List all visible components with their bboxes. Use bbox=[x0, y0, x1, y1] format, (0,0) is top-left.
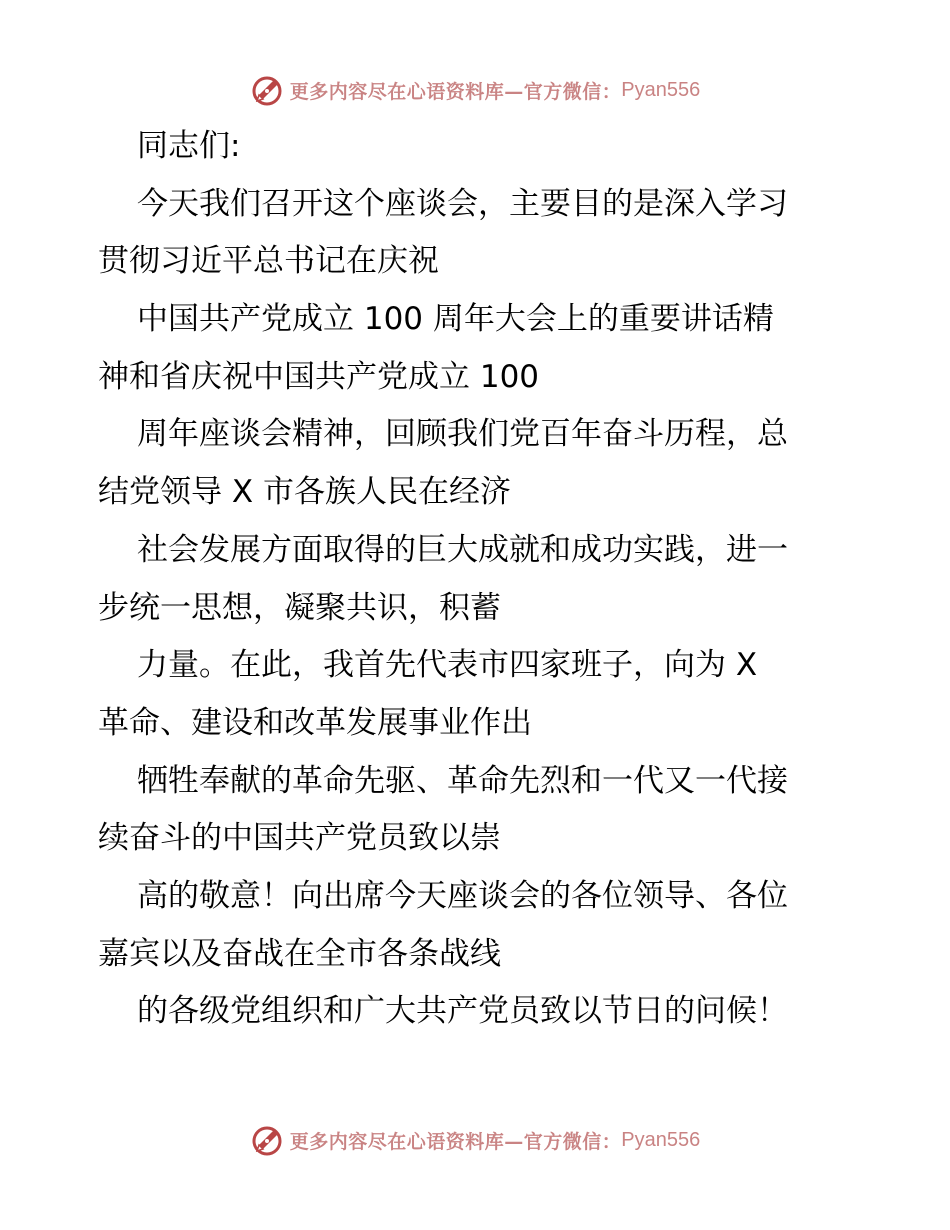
paragraph-line: 高的敬意！向出席今天座谈会的各位领导、各位 bbox=[137, 877, 788, 914]
salutation-line: 同志们: bbox=[137, 128, 241, 164]
paragraph-line: 的各级党组织和广大共产党员致以节日的问候！ bbox=[137, 993, 788, 1030]
pen-logo-icon bbox=[250, 73, 284, 107]
paragraph-line: 神和省庆祝中国共产党成立 100 bbox=[98, 358, 540, 395]
paragraph-line: 中国共产党成立 100 周年大会上的重要讲话精 bbox=[137, 301, 774, 338]
footer-banner-text: 更多内容尽在心语资料库—官方微信： bbox=[289, 1130, 622, 1153]
header-wechat-id: Pyan556 bbox=[621, 78, 701, 101]
paragraph-line: 力量。在此，我首先代表市四家班子，向为 X bbox=[137, 647, 758, 684]
footer-banner bbox=[0, 1118, 950, 1162]
paragraph-line: 今天我们召开这个座谈会，主要目的是深入学习 bbox=[137, 185, 788, 222]
paragraph-line: 社会发展方面取得的巨大成就和成功实践，进一 bbox=[137, 531, 788, 568]
paragraph-line: 贯彻习近平总书记在庆祝 bbox=[98, 243, 439, 280]
paragraph-line: 步统一思想，凝聚共识，积蓄 bbox=[98, 589, 501, 626]
pen-logo-icon bbox=[250, 1123, 284, 1157]
paragraph-line: 牺牲奉献的革命先驱、革命先烈和一代又一代接 bbox=[137, 762, 788, 799]
document-body bbox=[98, 118, 858, 1041]
header-banner-text: 更多内容尽在心语资料库—官方微信： bbox=[289, 80, 622, 103]
paragraph-line: 续奋斗的中国共产党员致以崇 bbox=[98, 820, 501, 857]
footer-wechat-id: Pyan556 bbox=[621, 1128, 701, 1151]
paragraph-line: 嘉宾以及奋战在全市各条战线 bbox=[98, 935, 501, 972]
header-banner bbox=[0, 68, 950, 112]
paragraph-line: 结党领导 X 市各族人民在经济 bbox=[98, 474, 511, 511]
paragraph-line: 周年座谈会精神，回顾我们党百年奋斗历程，总 bbox=[137, 416, 788, 453]
paragraph-line: 革命、建设和改革发展事业作出 bbox=[98, 704, 532, 741]
